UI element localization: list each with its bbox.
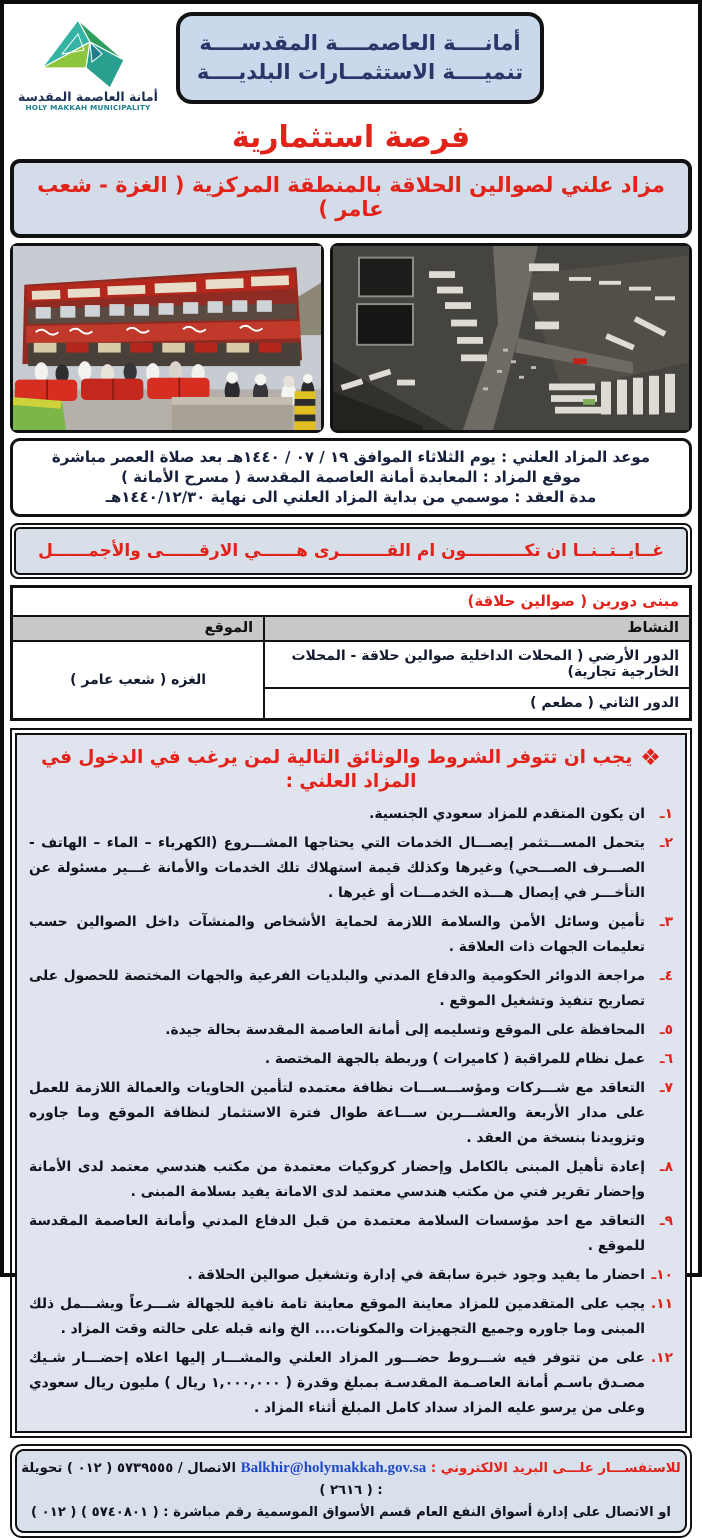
item-number: ٤ـ <box>659 968 673 984</box>
footer-line-2: او الاتصال على إدارة أسواق النفع العام قسم الأسواق الموسمية رقم مباشرة : ( ٥٧٤٠٨٠١ ) ( ٠١٢ ) <box>31 1505 671 1520</box>
barbershop-photo-graphic <box>13 246 321 430</box>
contract-duration-line: مدة العقد : موسمي من بداية المزاد العلني الى نهاية ١٤٤٠/١٢/٣٠هـ <box>105 488 597 506</box>
footer-box <box>10 1444 692 1538</box>
list-item: ١٢. على من تتوفر فيه شـــروط حضـــور المزاد العلني والمشـــار إليها اعلاه إحضـــار شـيك مصـدق باسـم أمانة العاصـمة المقدسـة بمبلغ وقدرة ( ١,٠٠٠,٠٠٠ ريال ) مليون ريال سعودي وعلى من يرسو عليه المزاد سداد كامل المبلغ أثناء المزاد . <box>29 1346 673 1421</box>
item-number: ٣ـ <box>659 914 673 930</box>
item-number: ٦ـ <box>659 1051 673 1067</box>
logo-english-label: HOLY MAKKAH MUNICIPALITY <box>25 103 151 112</box>
footer-content <box>15 1449 687 1533</box>
location-cell: الغزه ( شعب عامر ) <box>70 672 207 688</box>
table-header-row <box>13 617 689 642</box>
list-item: ٣ـ تأمين وسائل الأمن والسلامة اللازمة لحماية الأشخاص والمنشآت داخل الصوالين حسب تعليمات الجهات ذات العلاقة . <box>29 910 673 960</box>
inquiry-label: للاستفســـار علـــى البريد الالكتروني : <box>430 1461 681 1476</box>
table-title: مبنى دورين ( صوالين حلاقة) <box>13 588 689 617</box>
satellite-map-graphic <box>333 246 689 430</box>
conditions-heading-text: يجب ان تتوفر الشروط والوثائق التالية لمن يرغب في الدخول في المزاد العلني : <box>41 747 633 792</box>
phone-info: الاتصال / ٥٧٣٩٥٥٥ ( ٠١٢ ) تحويلة : ( ٢٦١٦ ) <box>21 1461 383 1498</box>
four-diamonds-icon: ❖ <box>640 745 661 771</box>
logo-arabic-label: أمانة العاصمة المقدسة <box>18 89 158 104</box>
table-row <box>13 642 689 718</box>
slogan-text: غــايــتــنــا ان تكــــــــــون ام القــــــــرى هــــــي الارقــــــى والأجمــــــل <box>14 527 688 575</box>
auction-date-line: موعد المزاد العلني : يوم الثلاثاء الموافق ١٩ / ٠٧ / ١٤٤٠هـ بعد صلاة العصر مباشرة <box>51 448 651 466</box>
column-header-location: الموقع <box>204 620 254 636</box>
images-row <box>10 243 692 433</box>
activity-second-floor: الدور الثاني ( مطعم ) <box>530 695 679 711</box>
opportunity-title: فرصة استثمارية <box>231 120 471 155</box>
list-item: ٨ـ إعادة تأهيل المبنى بالكامل وإحضار كروكيات معتمدة من مكتب هندسي معتمد لدى الأمانة وإحضار تقرير فني من مكتب هندسي معتمد لدى الامانة يفيد بسلامة المبنى . <box>29 1155 673 1205</box>
footer-line-1 <box>21 1457 681 1502</box>
auction-title-box: مزاد علني لصوالين الحلاقة بالمنطقة المركزية ( الغزة - شعب عامر ) <box>10 159 692 238</box>
conditions-section <box>10 728 692 1438</box>
municipality-logo <box>12 10 164 112</box>
item-number: ١٢. <box>650 1350 673 1366</box>
org-name: أمانــــة العاصمــــة المقدســــة <box>199 30 521 55</box>
item-number: ١٠ـ <box>651 1267 673 1283</box>
auction-location-line: موقع المزاد : المعابدة أمانة العاصمة المقدسة ( مسرح الأمانة ) <box>121 468 581 486</box>
auction-details-box <box>10 438 692 517</box>
item-number: ٧ـ <box>659 1080 673 1096</box>
org-title-box <box>176 12 544 104</box>
logo-mountain-icon <box>32 10 144 90</box>
item-number: ١ـ <box>659 806 673 822</box>
list-item: ٩ـ التعاقد مع احد مؤسسات السلامة معتمدة من قبل الدفاع المدني وأمانة العاصمة المقدسة للموقع . <box>29 1209 673 1259</box>
item-number: ٨ـ <box>659 1159 673 1175</box>
list-item: ٤ـ مراجعة الدوائر الحكومية والدفاع المدني والبلديات الفرعية والجهات المختصة للحصول على تصاريح تنفيذ وتشغيل الموقع . <box>29 964 673 1014</box>
list-item: ٧ـ التعاقد مع شـــركات ومؤســـســـات نظافة معتمده لتأمين الحاويات والعمالة اللازمة للعمل على مدار الأربعة والعشـــرين ســـاعة طوال فترة الاستثمار لنظافة الموقع وما جاوره وتزويدنا بنسخة من العقد . <box>29 1076 673 1151</box>
property-table <box>10 585 692 721</box>
list-item: ١٠ـ احضار ما يفيد وجود خبرة سابقة في إدارة وتشغيل صوالين الحلاقة . <box>29 1263 673 1288</box>
email-address: Balkhir@holymakkah.gov.sa <box>240 1460 427 1476</box>
slogan-box <box>10 523 692 579</box>
item-number: ٩ـ <box>659 1213 673 1229</box>
list-item: ٦ـ عمل نظام للمراقبة ( كاميرات ) وربطة بالجهة المختصة . <box>29 1047 673 1072</box>
org-department: تنميــــة الاستثمــارات البلديــــة <box>196 60 524 84</box>
barbershop-photo-image <box>10 243 324 433</box>
conditions-panel <box>15 733 687 1433</box>
column-header-activity: النشاط <box>263 617 689 640</box>
item-number: ٥ـ <box>659 1022 673 1038</box>
list-item: ٥ـ المحافظة على الموقع وتسليمه إلى أمانة العاصمة المقدسة بحالة جيدة. <box>29 1018 673 1043</box>
satellite-map-image <box>330 243 692 433</box>
header <box>10 8 692 120</box>
list-item: ١١. يجب على المتقدمين للمزاد معاينة الموقع معاينة تامة نافية للجهالة شـــرعاً ويشـــمل ذلك المبنى وما جاوره وجميع التجهيزات والمكونات.... الخ وانه قبله على حالته وقت المزاد . <box>29 1292 673 1342</box>
item-number: ٢ـ <box>659 835 673 851</box>
list-item: ١ـ ان يكون المتقدم للمزاد سعودي الجنسية. <box>29 802 673 827</box>
conditions-list <box>29 802 673 1421</box>
activity-cell <box>263 642 689 718</box>
conditions-heading <box>29 745 673 792</box>
list-item: ٢ـ يتحمل المســـتثمر إيصـــال الخدمات التي يحتاجها المشـــروع (الكهرباء – الماء – الهاتف - الصـــرف الصـــحي) وغيرها وكذلك قيمة استهلاك تلك الخدمات والأمانة غـــير مسئولة عن التأخـــر في إيصال هـــذه الخدمـــات أو غيرها . <box>29 831 673 906</box>
activity-ground-floor: الدور الأرضي ( المحلات الداخلية صوالين حلاقة - المحلات الخارجية تجارية) <box>265 642 689 689</box>
item-number: ١١. <box>650 1296 673 1312</box>
